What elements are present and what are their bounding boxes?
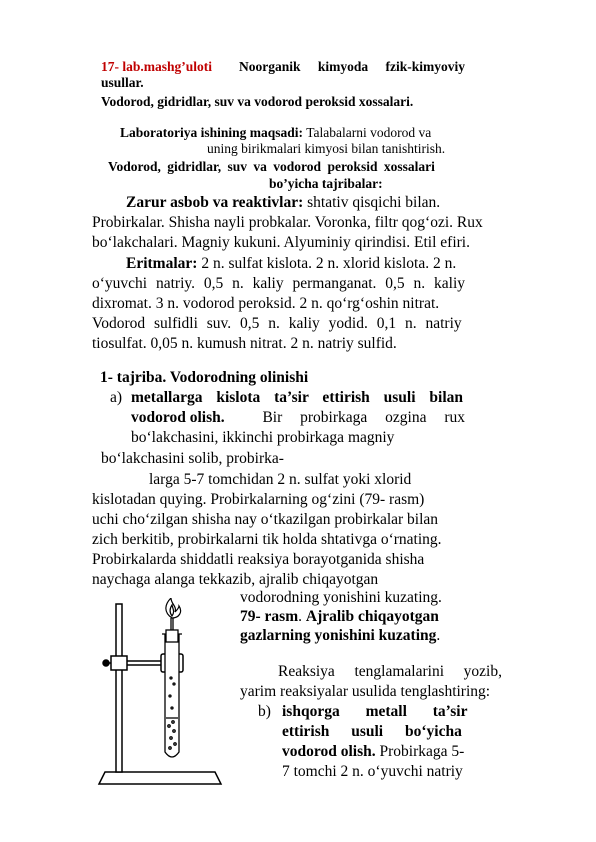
part-b-text: Probirkaga 5- xyxy=(379,743,465,760)
figure-caption-cont: gazlarning yonishini kuzating. xyxy=(240,627,441,644)
figure-number: 79- rasm xyxy=(240,608,299,625)
part-a-line-6: kislotadan quying. Probirkalarning og‘zini (79- rasm) xyxy=(92,491,425,508)
part-a-title-cont: vodorod olish. xyxy=(131,409,225,426)
part-a-title: metallarga kislota ta’sir ettirish usuli bilan xyxy=(131,389,464,406)
reagents-line xyxy=(126,256,456,272)
part-a-line-7: uchi cho‘zilgan shisha nay o‘tkazilgan probirkalar bilan xyxy=(92,511,439,528)
flame-icon xyxy=(166,598,181,618)
lab-title-cont: usullar. xyxy=(101,75,144,90)
equipment-label: Zarur asbob va reaktivlar: xyxy=(126,194,304,211)
part-a-line-10: naychaga alanga tekkazib, ajralib chiqayotgan xyxy=(92,571,379,588)
part-a-line-11: vodorodning yonishini kuzating. xyxy=(240,589,442,606)
purpose-line xyxy=(120,126,431,140)
instructions-line-2: yarim reaksiyalar usulida tenglashtiring: xyxy=(240,683,491,700)
reagents-text-4: Vodorod sulfidli suv. 0,5 n. kaliy yodid. 0,1 n. natriy xyxy=(92,315,462,332)
reagents-label: Eritmalar: xyxy=(126,255,198,272)
figure-caption: 79- rasm. Ajralib chiqayotgan xyxy=(240,608,439,625)
part-b-title: ishqorga metall ta’sir xyxy=(282,703,468,720)
purpose-text: Talabalarni vodorod va xyxy=(306,125,432,140)
test-tube-icon xyxy=(162,618,182,757)
part-b-marker: b) xyxy=(258,703,271,720)
lab-stand-icon xyxy=(99,604,221,784)
part-a-line-3: bo‘lakchasini, ikkinchi probirkaga magniy xyxy=(131,429,395,446)
lab-number: 17- lab.mashg’uloti xyxy=(101,59,213,74)
equipment-text: shtativ qisqichi bilan. xyxy=(307,194,441,211)
part-b-line-3 xyxy=(282,744,464,760)
experiments-heading-cont: bo’yicha tajribalar: xyxy=(269,176,383,191)
reagents-text: 2 n. sulfat kislota. 2 n. xlorid kislota. 2 n. xyxy=(201,255,457,272)
equipment-text-2: Probirkalar. Shisha nayli probkalar. Voronka, filtr qog‘ozi. Rux xyxy=(92,214,483,231)
part-b-line-4: 7 tomchi 2 n. o‘yuvchi natriy xyxy=(282,763,463,780)
reagents-text-3: dixromat. 3 n. vodorod peroksid. 2 n. qo‘rg‘oshin nitrat. xyxy=(92,295,440,312)
equipment-line xyxy=(126,195,440,211)
experiment-1-title: 1- tajriba. Vodorodning olinishi xyxy=(100,369,309,386)
part-a-text: Bir probirkaga ozgina rux xyxy=(262,409,465,426)
reagents-text-5: tiosulfat. 0,05 n. kumush nitrat. 2 n. natriy sulfid. xyxy=(92,335,397,352)
part-a-line-2 xyxy=(131,410,465,426)
figure-79-illustration xyxy=(95,598,225,798)
lab-subtitle: Vodorod, gidridlar, suv va vodorod peroksid xossalari. xyxy=(101,94,414,109)
instructions-line-1: Reaksiya tenglamalarini yozib, xyxy=(278,663,502,680)
part-b-title-3: vodorod olish. xyxy=(282,743,376,760)
part-a-line-5: larga 5-7 tomchidan 2 n. sulfat yoki xlorid xyxy=(149,471,412,488)
purpose-text-cont: uning birikmalari kimyosi bilan tanishtirish. xyxy=(207,141,446,156)
experiments-heading: Vodorod, gidridlar, suv va vodorod peroksid xossalari xyxy=(108,159,435,174)
lab-title-line xyxy=(101,60,465,74)
part-b-title-2: ettirish usuli bo‘yicha xyxy=(282,723,462,740)
part-a-line-4: bo‘lakchasini solib, probirka- xyxy=(101,450,284,467)
part-a-line-9: Probirkalarda shiddatli reaksiya borayotganida shisha xyxy=(92,551,425,568)
part-a-marker: a) xyxy=(110,389,123,406)
lab-title: Noorganik kimyoda fzik-kimyoviy xyxy=(238,59,465,74)
equipment-text-3: bo‘lakchalari. Magniy kukuni. Alyuminiy qirindisi. Etil efiri. xyxy=(92,234,470,251)
reagents-text-2: o‘yuvchi natriy. 0,5 n. kaliy permanganat. 0,5 n. kaliy xyxy=(92,275,466,292)
purpose-label: Laboratoriya ishining maqsadi: xyxy=(120,125,304,140)
part-a-line-8: zich berkitib, probirkalarni tik holda shtativga o‘rnating. xyxy=(92,531,442,548)
figure-caption-text: Ajralib chiqayotgan xyxy=(305,608,439,625)
